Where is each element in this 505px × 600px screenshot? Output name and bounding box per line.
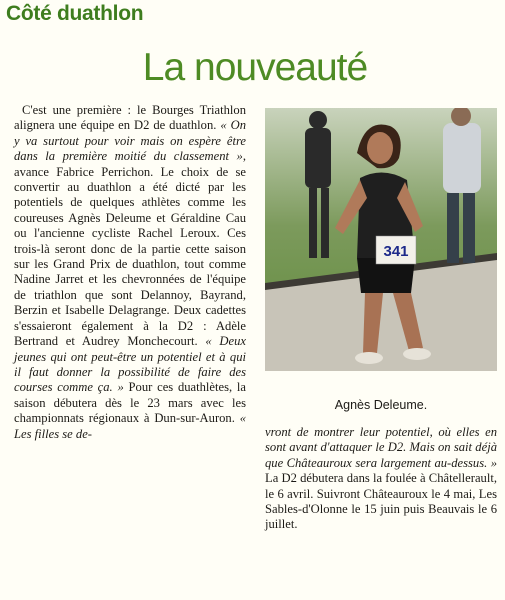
article-column-right <box>265 425 497 533</box>
quote-text: « On y va surtout pour voir mais on espère être dans la première moitié du classement » <box>14 118 246 164</box>
body-text: Pour ces duathlètes, la saison débutera dès le 23 mars avec les championnats régionaux à Dun-sur-Auron. <box>14 380 247 426</box>
race-bib-number: 341 <box>383 243 409 260</box>
quote-text: vront de montrer leur potentiel, où elles en sont avant d'attaquer le D2. Mais on sait déjà que Châteauroux sera largement au-dessus. » <box>265 425 497 470</box>
quote-text: « Les filles se de- <box>14 411 246 441</box>
article-headline: La nouveauté <box>142 46 368 89</box>
article-paragraph <box>14 103 246 442</box>
article-photo <box>265 108 497 371</box>
body-text: C'est une première : le Bourges Triathlon alignera une équipe en D2 de duathlon. <box>14 103 246 133</box>
quote-text: « Deux jeunes qui ont peut-être un potentiel et à qui il faut donner la possibilité de faire des courses comme ça. » <box>14 334 246 395</box>
article-paragraph <box>265 425 497 533</box>
article-column-left <box>14 103 246 442</box>
body-text: , avance Fabrice Perrichon. Le choix de se convertir au duathlon a été dicté par les potentiels de quelques athlètes comme les coureuses Agnès Deleume et Géraldine Cau ou l'ancienne cycliste Rachel Leroux. Ces trois-là seront donc de la partie cette saison sur les Grand Prix de duathlon, tout comme Nadine Jarret et les chevronnées de l'équipe de triathlon que sont Delannoy, Bayrand, Berzin et Isabelle Delagrange. Deux cadettes s'essaieront également à la D2 : Adèle Bertrand et Audrey Monchecourt. <box>14 149 246 349</box>
photo-caption: Agnès Deleume. <box>334 398 428 412</box>
body-text: La D2 débutera dans la foulée à Châtellerault, le 6 avril. Suivront Châteauroux le 4 mai, Les Sables-d'Olonne le 15 juin puis Beauvais le 6 juillet. <box>265 471 497 532</box>
section-kicker: Côté duathlon <box>6 2 144 25</box>
